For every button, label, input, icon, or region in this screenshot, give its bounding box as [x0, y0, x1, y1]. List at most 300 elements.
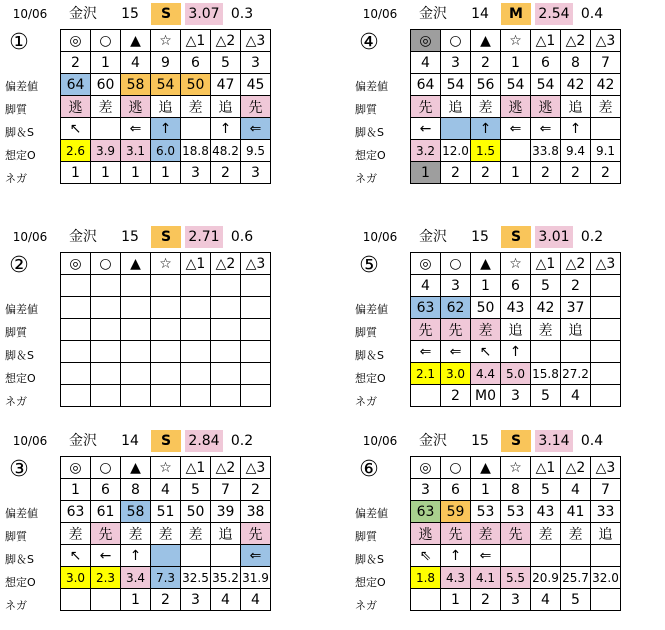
running-style-cell: 差 — [531, 523, 561, 545]
negative-cell: 1 — [411, 162, 441, 184]
race-extra: 0.6 — [230, 229, 254, 245]
symbol-cell: ◎ — [411, 30, 441, 52]
race-table — [60, 252, 271, 407]
race-number: ⑤ — [359, 253, 379, 278]
race-venue: 金沢 — [69, 229, 97, 245]
symbol-cell: △1 — [531, 30, 561, 52]
negative-cell: 4 — [241, 589, 271, 611]
deviation-cell: 54 — [151, 74, 181, 96]
deviation-cell: 53 — [501, 501, 531, 523]
race-panel — [355, 3, 655, 203]
horse-number-cell: 1 — [91, 52, 121, 74]
expected-odds-cell: 9.4 — [561, 140, 591, 162]
expected-odds-cell: 4.4 — [471, 363, 501, 385]
symbol-cell: ▲ — [471, 253, 501, 275]
symbol-cell: △2 — [561, 30, 591, 52]
horse-number-cell: 3 — [411, 479, 441, 501]
expected-odds-cell: 3.1 — [121, 140, 151, 162]
row-label: 想定O — [5, 576, 36, 589]
expected-odds-cell: 7.3 — [151, 567, 181, 589]
position-arrow-cell — [591, 118, 621, 140]
race-date: 10/06 — [12, 434, 48, 448]
table-row — [61, 523, 271, 545]
position-arrow-cell — [501, 545, 531, 567]
race-extra: 0.4 — [580, 433, 604, 449]
negative-cell: 2 — [591, 162, 621, 184]
table-row — [411, 140, 621, 162]
deviation-cell: 62 — [441, 297, 471, 319]
table-row — [61, 457, 271, 479]
table-row — [61, 501, 271, 523]
symbol-cell: ◎ — [61, 30, 91, 52]
race-index: 3.14 — [535, 430, 573, 452]
row-label: 脚＆S — [355, 553, 384, 566]
position-arrow-cell: ↑ — [501, 341, 531, 363]
row-label: 脚＆S — [355, 349, 384, 362]
position-arrow-cell: ↖ — [471, 341, 501, 363]
horse-number-cell: 3 — [441, 52, 471, 74]
horse-number-cell: 6 — [501, 275, 531, 297]
negative-cell: 3 — [501, 589, 531, 611]
race-extra: 0.2 — [580, 229, 604, 245]
deviation-cell: 64 — [61, 74, 91, 96]
running-style-cell: 逃 — [121, 96, 151, 118]
symbol-cell: ☆ — [151, 457, 181, 479]
symbol-cell: △2 — [211, 30, 241, 52]
running-style-cell: 差 — [591, 96, 621, 118]
running-style-cell: 先 — [411, 319, 441, 341]
position-arrow-cell: ⇐ — [471, 545, 501, 567]
deviation-cell — [591, 297, 621, 319]
deviation-cell: 42 — [531, 297, 561, 319]
expected-odds-cell: 32.0 — [591, 567, 621, 589]
position-arrow-cell: ↑ — [441, 545, 471, 567]
table-row — [61, 96, 271, 118]
row-label: ネガ — [5, 599, 27, 612]
negative-cell: 2 — [561, 162, 591, 184]
symbol-cell: ▲ — [471, 30, 501, 52]
horse-number-cell: 9 — [151, 52, 181, 74]
table-row — [411, 545, 621, 567]
position-arrow-cell: ← — [91, 545, 121, 567]
row-label: 偏差値 — [5, 507, 38, 520]
deviation-cell: 63 — [411, 501, 441, 523]
symbol-cell: ▲ — [121, 30, 151, 52]
symbol-cell: ▲ — [471, 457, 501, 479]
symbol-cell: △3 — [591, 30, 621, 52]
race-panel — [355, 226, 655, 426]
deviation-cell: 56 — [471, 74, 501, 96]
expected-odds-cell: 2.1 — [411, 363, 441, 385]
negative-cell — [211, 385, 241, 407]
deviation-cell: 63 — [411, 297, 441, 319]
negative-cell: 1 — [441, 589, 471, 611]
table-row — [61, 567, 271, 589]
table-row — [411, 162, 621, 184]
symbol-cell: △2 — [561, 253, 591, 275]
negative-cell: 1 — [61, 162, 91, 184]
race-date: 10/06 — [362, 230, 398, 244]
negative-cell: 2 — [441, 162, 471, 184]
horse-number-cell: 2 — [471, 52, 501, 74]
negative-cell: M0 — [471, 385, 501, 407]
row-label: 脚質 — [355, 530, 377, 543]
negative-cell: 5 — [561, 589, 591, 611]
table-row — [411, 589, 621, 611]
table-row — [61, 297, 271, 319]
position-arrow-cell: ⇐ — [241, 545, 271, 567]
horse-number-cell: 2 — [61, 52, 91, 74]
running-style-cell: 差 — [151, 523, 181, 545]
table-row — [411, 341, 621, 363]
negative-cell: 4 — [211, 589, 241, 611]
row-label: 想定O — [5, 149, 36, 162]
negative-cell — [241, 385, 271, 407]
race-header — [355, 226, 655, 248]
expected-odds-cell: 1.8 — [411, 567, 441, 589]
expected-odds-cell — [151, 363, 181, 385]
race-header — [5, 430, 305, 452]
negative-cell: 1 — [121, 162, 151, 184]
row-label: 偏差値 — [5, 80, 38, 93]
table-row — [411, 319, 621, 341]
running-style-cell — [211, 319, 241, 341]
position-arrow-cell: ⇐ — [441, 341, 471, 363]
deviation-cell: 41 — [561, 501, 591, 523]
table-row — [411, 52, 621, 74]
table-row — [411, 567, 621, 589]
horse-number-cell: 7 — [211, 479, 241, 501]
expected-odds-cell: 33.8 — [531, 140, 561, 162]
horse-number-cell — [241, 275, 271, 297]
running-style-cell: 逃 — [61, 96, 91, 118]
table-row — [411, 74, 621, 96]
horse-number-cell: 8 — [501, 479, 531, 501]
deviation-cell: 50 — [471, 297, 501, 319]
expected-odds-cell: 2.3 — [91, 567, 121, 589]
symbol-cell: △2 — [211, 253, 241, 275]
deviation-cell: 60 — [91, 74, 121, 96]
horse-number-cell: 2 — [561, 275, 591, 297]
row-label: 脚質 — [5, 103, 27, 116]
running-style-cell: 差 — [121, 523, 151, 545]
expected-odds-cell: 25.7 — [561, 567, 591, 589]
race-distance: 14 — [121, 433, 139, 449]
expected-odds-cell: 48.2 — [211, 140, 241, 162]
table-row — [411, 30, 621, 52]
position-arrow-cell — [211, 545, 241, 567]
deviation-cell: 58 — [121, 501, 151, 523]
row-label: 脚質 — [355, 103, 377, 116]
running-style-cell: 追 — [211, 96, 241, 118]
row-label: 脚質 — [5, 326, 27, 339]
horse-number-cell — [181, 275, 211, 297]
symbol-cell: ◎ — [61, 457, 91, 479]
table-row — [61, 589, 271, 611]
negative-cell: 3 — [241, 162, 271, 184]
expected-odds-cell: 3.4 — [121, 567, 151, 589]
negative-cell: 1 — [151, 162, 181, 184]
negative-cell: 2 — [531, 162, 561, 184]
row-label: ネガ — [5, 172, 27, 185]
horse-number-cell: 4 — [121, 52, 151, 74]
negative-cell: 5 — [531, 385, 561, 407]
race-index: 3.01 — [535, 226, 573, 248]
expected-odds-cell — [121, 363, 151, 385]
symbol-cell: ○ — [91, 253, 121, 275]
row-label: 脚＆S — [355, 126, 384, 139]
deviation-cell: 54 — [441, 74, 471, 96]
row-label: 想定O — [355, 372, 386, 385]
race-date: 10/06 — [12, 7, 48, 21]
row-label: 脚質 — [5, 530, 27, 543]
table-row — [61, 52, 271, 74]
position-arrow-cell: ↑ — [211, 118, 241, 140]
expected-odds-cell: 1.5 — [471, 140, 501, 162]
running-style-cell: 差 — [181, 96, 211, 118]
deviation-cell: 37 — [561, 297, 591, 319]
running-style-cell — [151, 319, 181, 341]
negative-cell — [91, 589, 121, 611]
race-distance: 15 — [471, 433, 489, 449]
position-arrow-cell: ⇐ — [121, 118, 151, 140]
horse-number-cell: 2 — [241, 479, 271, 501]
expected-odds-cell: 27.2 — [561, 363, 591, 385]
running-style-cell: 差 — [471, 319, 501, 341]
expected-odds-cell: 3.0 — [441, 363, 471, 385]
position-arrow-cell — [91, 341, 121, 363]
symbol-cell: ▲ — [121, 253, 151, 275]
deviation-cell: 54 — [501, 74, 531, 96]
position-arrow-cell — [151, 545, 181, 567]
horse-number-cell: 7 — [591, 479, 621, 501]
position-arrow-cell — [91, 118, 121, 140]
row-label: 偏差値 — [5, 303, 38, 316]
race-index: 2.84 — [185, 430, 223, 452]
expected-odds-cell: 6.0 — [151, 140, 181, 162]
symbol-cell: △3 — [241, 457, 271, 479]
negative-cell — [61, 385, 91, 407]
race-extra: 0.4 — [580, 6, 604, 22]
symbol-cell: △1 — [181, 457, 211, 479]
symbol-cell: △1 — [531, 253, 561, 275]
running-style-cell: 逃 — [501, 96, 531, 118]
expected-odds-cell: 4.1 — [471, 567, 501, 589]
expected-odds-cell: 20.9 — [531, 567, 561, 589]
table-row — [411, 96, 621, 118]
position-arrow-cell — [531, 341, 561, 363]
race-venue: 金沢 — [419, 6, 447, 22]
race-header — [355, 3, 655, 25]
negative-cell — [411, 589, 441, 611]
negative-cell: 1 — [501, 162, 531, 184]
race-number: ② — [9, 253, 29, 278]
row-label: 脚＆S — [5, 349, 34, 362]
table-row — [61, 253, 271, 275]
symbol-cell: ○ — [91, 30, 121, 52]
running-style-cell: 追 — [211, 523, 241, 545]
table-row — [411, 363, 621, 385]
deviation-cell: 58 — [121, 74, 151, 96]
deviation-cell — [61, 297, 91, 319]
deviation-cell: 61 — [91, 501, 121, 523]
expected-odds-cell: 5.0 — [501, 363, 531, 385]
deviation-cell — [241, 297, 271, 319]
horse-number-cell — [61, 275, 91, 297]
race-distance: 14 — [471, 6, 489, 22]
symbol-cell: ▲ — [121, 457, 151, 479]
deviation-cell — [211, 297, 241, 319]
row-label: 脚＆S — [5, 126, 34, 139]
horse-number-cell: 1 — [471, 479, 501, 501]
position-arrow-cell — [61, 341, 91, 363]
horse-number-cell — [211, 275, 241, 297]
expected-odds-cell — [501, 140, 531, 162]
race-number: ③ — [9, 457, 29, 482]
table-row — [411, 297, 621, 319]
race-venue: 金沢 — [69, 6, 97, 22]
row-label: 脚＆S — [5, 553, 34, 566]
symbol-cell: △3 — [591, 457, 621, 479]
deviation-cell: 42 — [561, 74, 591, 96]
position-arrow-cell: ↑ — [561, 118, 591, 140]
race-index: 2.71 — [185, 226, 223, 248]
negative-cell — [411, 385, 441, 407]
deviation-cell: 39 — [211, 501, 241, 523]
position-arrow-cell: ↑ — [151, 118, 181, 140]
horse-number-cell: 8 — [561, 52, 591, 74]
negative-cell: 4 — [561, 385, 591, 407]
race-extra: 0.2 — [230, 433, 254, 449]
position-arrow-cell — [181, 118, 211, 140]
horse-number-cell: 4 — [411, 52, 441, 74]
negative-cell — [591, 385, 621, 407]
expected-odds-cell: 3.0 — [61, 567, 91, 589]
symbol-cell: ○ — [441, 457, 471, 479]
deviation-cell: 54 — [531, 74, 561, 96]
deviation-cell: 53 — [471, 501, 501, 523]
horse-number-cell: 5 — [531, 275, 561, 297]
negative-cell: 2 — [441, 385, 471, 407]
position-arrow-cell — [181, 545, 211, 567]
horse-number-cell: 1 — [61, 479, 91, 501]
row-label: ネガ — [355, 599, 377, 612]
race-table — [60, 456, 271, 611]
running-style-cell: 先 — [91, 523, 121, 545]
table-row — [61, 545, 271, 567]
race-number: ① — [9, 30, 29, 55]
table-row — [411, 523, 621, 545]
row-label: 偏差値 — [355, 507, 388, 520]
race-table — [410, 252, 621, 407]
race-extra: 0.3 — [230, 6, 254, 22]
row-label: 偏差値 — [355, 80, 388, 93]
running-style-cell: 差 — [561, 523, 591, 545]
symbol-cell: △2 — [561, 457, 591, 479]
horse-number-cell: 5 — [211, 52, 241, 74]
negative-cell — [61, 589, 91, 611]
race-date: 10/06 — [362, 434, 398, 448]
table-row — [61, 140, 271, 162]
table-row — [411, 501, 621, 523]
expected-odds-cell — [61, 363, 91, 385]
negative-cell: 3 — [181, 589, 211, 611]
running-style-cell: 差 — [91, 96, 121, 118]
table-row — [411, 118, 621, 140]
deviation-cell: 33 — [591, 501, 621, 523]
symbol-cell: △1 — [531, 457, 561, 479]
row-label: ネガ — [5, 395, 27, 408]
race-header — [5, 3, 305, 25]
table-row — [61, 319, 271, 341]
position-arrow-cell — [121, 341, 151, 363]
position-arrow-cell: ↑ — [121, 545, 151, 567]
horse-number-cell — [91, 275, 121, 297]
expected-odds-cell: 2.6 — [61, 140, 91, 162]
race-table — [410, 29, 621, 184]
expected-odds-cell: 18.8 — [181, 140, 211, 162]
symbol-cell: ◎ — [411, 457, 441, 479]
expected-odds-cell: 4.3 — [441, 567, 471, 589]
running-style-cell: 先 — [441, 319, 471, 341]
position-arrow-cell — [531, 545, 561, 567]
running-style-cell: 差 — [471, 96, 501, 118]
expected-odds-cell: 9.1 — [591, 140, 621, 162]
expected-odds-cell — [91, 363, 121, 385]
deviation-cell: 43 — [501, 297, 531, 319]
position-arrow-cell: ↑ — [471, 118, 501, 140]
negative-cell — [151, 385, 181, 407]
negative-cell: 1 — [91, 162, 121, 184]
horse-number-cell: 6 — [181, 52, 211, 74]
race-venue: 金沢 — [419, 433, 447, 449]
row-label: 想定O — [355, 149, 386, 162]
horse-number-cell: 6 — [441, 479, 471, 501]
table-row — [61, 479, 271, 501]
row-label: 脚質 — [355, 326, 377, 339]
race-header — [355, 430, 655, 452]
deviation-cell: 63 — [61, 501, 91, 523]
race-panel — [355, 430, 655, 630]
position-arrow-cell — [241, 341, 271, 363]
race-distance: 15 — [121, 6, 139, 22]
horse-number-cell: 5 — [531, 479, 561, 501]
running-style-cell: 先 — [411, 96, 441, 118]
row-label: 想定O — [355, 576, 386, 589]
row-label: 想定O — [5, 372, 36, 385]
negative-cell: 2 — [211, 162, 241, 184]
symbol-cell: ☆ — [151, 30, 181, 52]
horse-number-cell — [121, 275, 151, 297]
position-arrow-cell: ↖ — [61, 118, 91, 140]
negative-cell — [591, 589, 621, 611]
race-table — [60, 29, 271, 184]
position-arrow-cell: ⇐ — [531, 118, 561, 140]
horse-number-cell — [591, 275, 621, 297]
symbol-cell: ☆ — [501, 457, 531, 479]
race-surface: S — [501, 226, 531, 248]
horse-number-cell: 6 — [531, 52, 561, 74]
deviation-cell — [181, 297, 211, 319]
expected-odds-cell: 3.2 — [411, 140, 441, 162]
deviation-cell: 43 — [531, 501, 561, 523]
race-venue: 金沢 — [419, 229, 447, 245]
table-row — [411, 253, 621, 275]
deviation-cell — [91, 297, 121, 319]
horse-number-cell: 7 — [591, 52, 621, 74]
running-style-cell: 先 — [241, 523, 271, 545]
negative-cell: 4 — [531, 589, 561, 611]
